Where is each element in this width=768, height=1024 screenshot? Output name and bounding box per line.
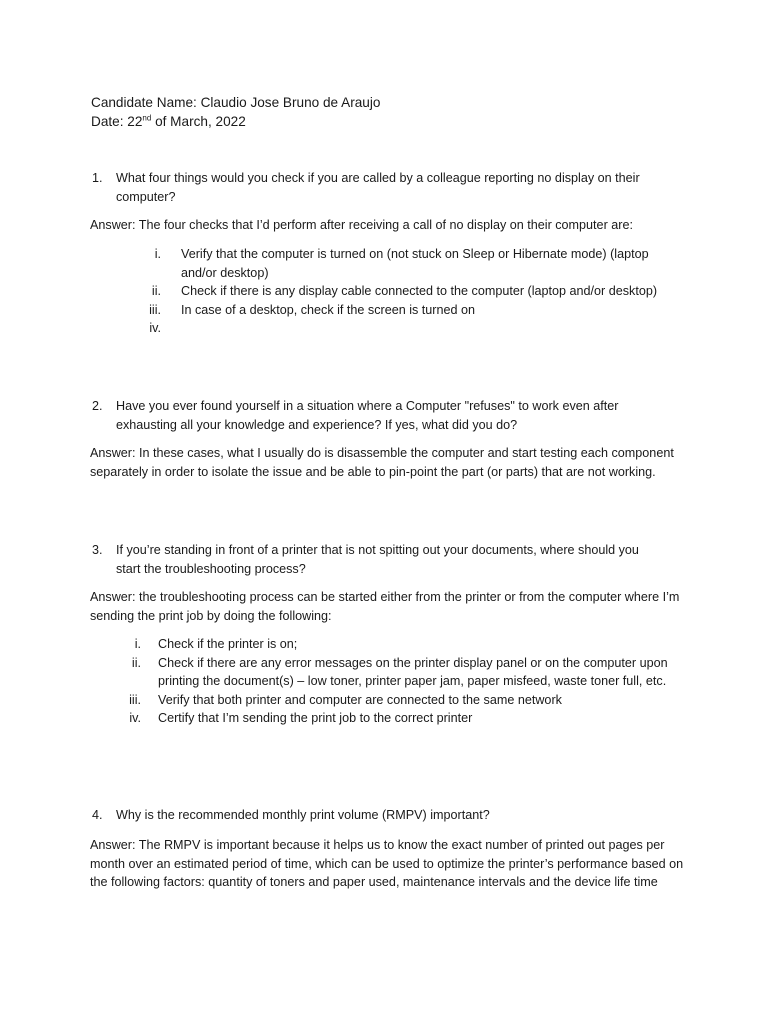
list-item — [129, 691, 678, 710]
date-superscript: nd — [142, 113, 152, 123]
date-line — [91, 112, 246, 131]
list-item-text: In case of a desktop, check if the screen is turned on — [181, 302, 476, 317]
list-numeral: iv. — [129, 711, 141, 725]
answer-3: Answer: the troubleshooting process can be started either from the printer or from the computer where I’m sending the print job by doing the following: — [90, 590, 680, 623]
list-numeral: ii. — [151, 284, 161, 298]
list-numeral: i. — [134, 637, 141, 651]
question-text: If you’re standing in front of a printer that is not spitting out your documents, where should you start the troubleshooting process? — [116, 543, 639, 576]
question-number: 3. — [92, 543, 103, 557]
list-item — [129, 709, 678, 728]
list-item-text: Check if there are any error messages on the printer display panel or on the computer upon printing the document(s) – low toner, printer paper jam, paper misfeed, waste toner full, etc. — [158, 655, 668, 688]
question-number: 4. — [92, 808, 103, 822]
list-item-text: Check if the printer is on; — [158, 637, 298, 651]
list-item — [134, 635, 678, 654]
question-number: 1. — [92, 171, 103, 185]
answer-2: Answer: In these cases, what I usually do is disassemble the computer and start testing each component separately in order to isolate the issue and be able to pin-point the part (or parts) that are not working. — [90, 446, 674, 479]
list-numeral: iii. — [149, 302, 161, 317]
list-item-text: Verify that both printer and computer are connected to the same network — [158, 692, 562, 707]
candidate-name: Candidate Name: Claudio Jose Bruno de Araujo — [91, 95, 381, 110]
question-text: What four things would you check if you are called by a colleague reporting no display on their computer? — [116, 171, 640, 204]
question-text: Have you ever found yourself in a situation where a Computer "refuses" to work even after exhausting all your knowledge and experience? If yes, what did you do? — [116, 399, 619, 432]
answer-1-list — [149, 245, 671, 338]
list-numeral: i. — [154, 247, 161, 261]
list-item-text: Verify that the computer is turned on (not stuck on Sleep or Hibernate mode) (laptop and/or desktop) — [181, 247, 649, 280]
list-item — [149, 319, 671, 338]
list-item — [151, 282, 671, 301]
list-item — [149, 301, 671, 320]
question-1 — [92, 169, 662, 206]
answer-3-list — [129, 635, 678, 728]
list-numeral: ii. — [131, 655, 141, 670]
answer-1: Answer: The four checks that I’d perform after receiving a call of no display on their computer are: — [90, 218, 633, 232]
answer-4: Answer: The RMPV is important because it helps us to know the exact number of printed out pages per month over an estimated period of time, which can be used to optimize the printer’s performance based on the following factors: quantity of toners and paper used, maintenance intervals and the device life time — [90, 838, 684, 889]
date-prefix: Date: 22 — [91, 114, 143, 129]
list-item-text: Certify that I’m sending the print job to the correct printer — [158, 711, 473, 725]
list-numeral: iii. — [129, 692, 141, 707]
question-2 — [92, 397, 662, 434]
question-4 — [92, 806, 662, 825]
list-item — [154, 245, 671, 282]
question-number: 2. — [92, 399, 103, 413]
question-3 — [92, 541, 662, 578]
date-suffix: of March, 2022 — [151, 114, 246, 129]
list-numeral: iv. — [149, 321, 161, 335]
list-item-text: Check if there is any display cable connected to the computer (laptop and/or desktop) — [181, 284, 658, 298]
question-text: Why is the recommended monthly print volume (RMPV) important? — [116, 808, 490, 822]
list-item — [131, 654, 678, 691]
